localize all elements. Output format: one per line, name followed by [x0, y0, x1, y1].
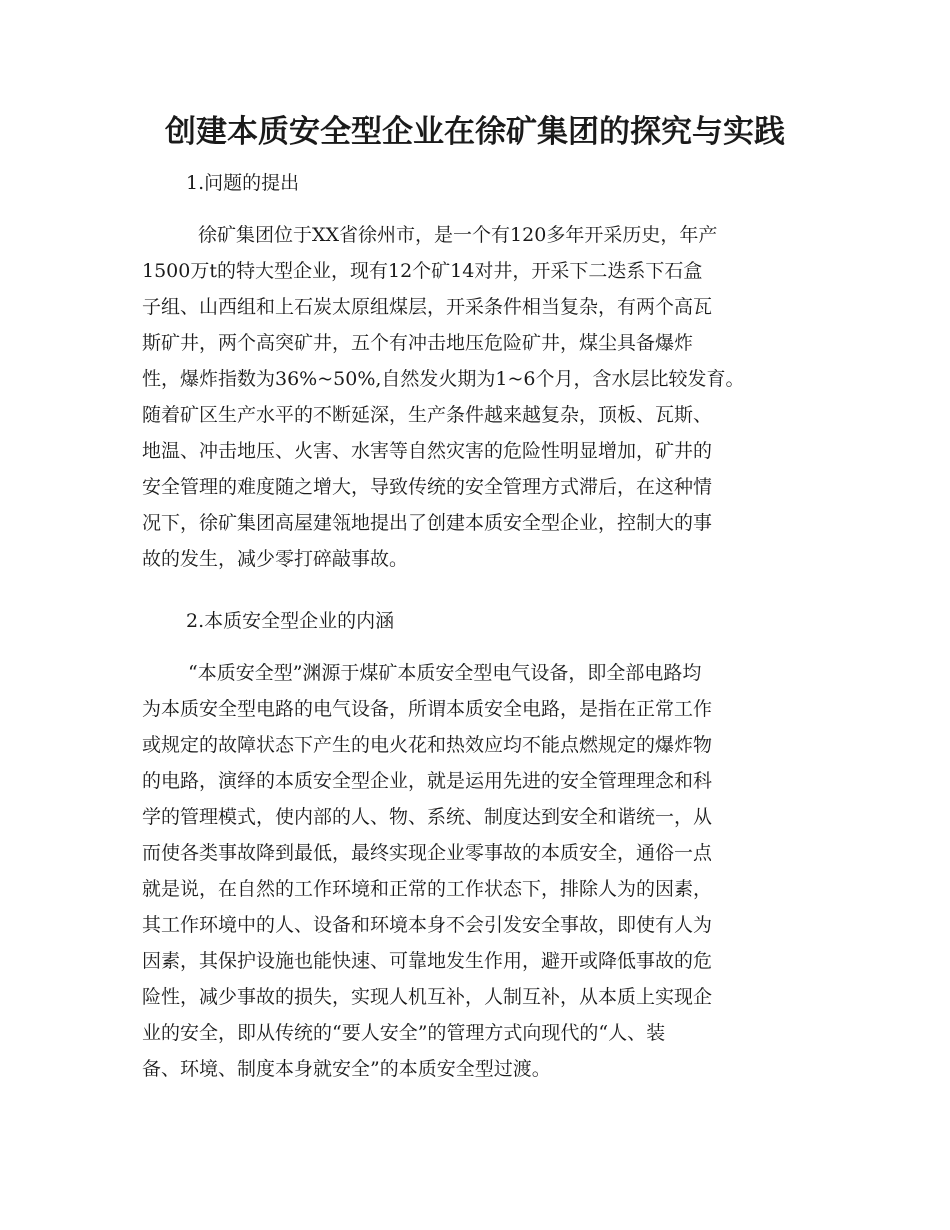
document-title: 创建本质安全型企业在徐矿集团的探究与实践	[165, 114, 785, 150]
section-1-line: 地温、冲击地压、火害、水害等自然灾害的危险性明显增加，矿井的	[142, 440, 713, 462]
section-1-line: 故的发生，减少零打碎敲事故。	[142, 548, 409, 570]
section-1-line: 徐矿集团位于XX省徐州市，是一个有120多年开采历史，年产	[198, 224, 718, 246]
section-2-line: 备、环境、制度本身就安全”的本质安全型过渡。	[142, 1058, 551, 1080]
section-1-line: 安全管理的难度随之增大，导致传统的安全管理方式滞后，在这种情	[142, 476, 713, 498]
section-2-line: “本质安全型”渊源于煤矿本质安全型电气设备，即全部电路均	[188, 662, 702, 684]
section-1-line: 1500万t的特大型企业，现有12个矿14对井，开采下二迭系下石盒	[142, 260, 703, 282]
section-2-line: 其工作环境中的人、设备和环境本身不会引发安全事故，即使有人为	[142, 914, 713, 936]
section-1-line: 随着矿区生产水平的不断延深，生产条件越来越复杂，顶板、瓦斯、	[142, 404, 713, 426]
section-2-line: 因素，其保护设施也能快速、可靠地发生作用，避开或降低事故的危	[142, 950, 713, 972]
section-2-line: 的电路，演绎的本质安全型企业，就是运用先进的安全管理理念和科	[142, 770, 713, 792]
section-2-line: 业的安全，即从传统的“要人安全”的管理方式向现代的“人、装	[142, 1022, 666, 1044]
section-heading-2: 2.本质安全型企业的内涵	[186, 610, 395, 632]
section-2-line: 就是说，在自然的工作环境和正常的工作状态下，排除人为的因素，	[142, 878, 713, 900]
section-heading-1: 1.问题的提出	[186, 172, 300, 194]
section-2-line: 或规定的故障状态下产生的电火花和热效应均不能点燃规定的爆炸物	[142, 734, 713, 756]
section-2-line: 而使各类事故降到最低，最终实现企业零事故的本质安全，通俗一点	[142, 842, 713, 864]
section-2-line: 为本质安全型电路的电气设备，所谓本质安全电路，是指在正常工作	[142, 698, 713, 720]
section-1-line: 况下，徐矿集团高屋建瓴地提出了创建本质安全型企业，控制大的事	[142, 512, 713, 534]
section-2-line: 学的管理模式，使内部的人、物、系统、制度达到安全和谐统一，从	[142, 806, 713, 828]
section-1-line: 斯矿井，两个高突矿井，五个有冲击地压危险矿井，煤尘具备爆炸	[142, 332, 694, 354]
section-1-line: 子组、山西组和上石炭太原组煤层，开采条件相当复杂，有两个高瓦	[142, 296, 713, 318]
section-1-line: 性，爆炸指数为36%~50%,自然发火期为1~6个月，含水层比较发育。	[142, 368, 745, 390]
section-2-line: 险性，减少事故的损失，实现人机互补，人制互补，从本质上实现企	[142, 986, 713, 1008]
